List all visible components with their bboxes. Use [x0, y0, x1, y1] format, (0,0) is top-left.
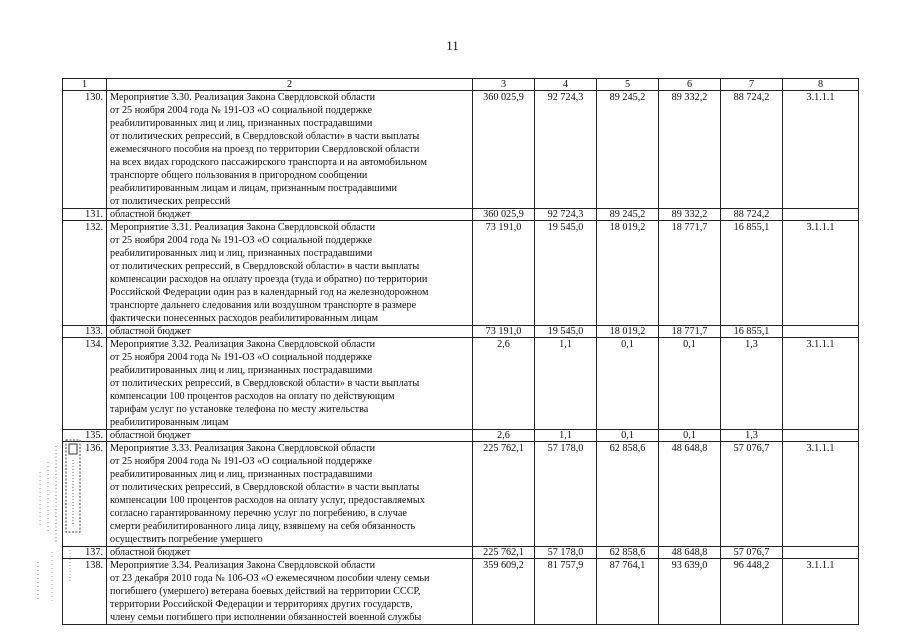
value-col7: 1,3 [721, 430, 783, 442]
description-line: Мероприятие 3.31. Реализация Закона Свердловской области [110, 222, 376, 233]
description-line: смерти реабилитированного лица лицу, взявшему на себя обязанность [110, 521, 416, 532]
value-col5: 62 858,6 [597, 442, 659, 547]
header-cell: 5 [597, 79, 659, 91]
table-row [63, 547, 859, 559]
value-col6: 0,1 [659, 338, 721, 430]
measure-description [107, 338, 473, 430]
description-line: компенсации 100 процентов расходов на оплату услуг, предоставляемых [110, 495, 425, 506]
row-number: 130. [63, 91, 107, 209]
value-col6: 93 639,0 [659, 559, 721, 625]
table-row [63, 326, 859, 338]
description-line: реабилитированных лиц и лиц, признанных пострадавшими [110, 469, 373, 480]
description-line: от 25 ноября 2004 года № 191-ОЗ «О социальной поддержке [110, 456, 372, 467]
value-col5: 18 019,2 [597, 326, 659, 338]
page-number: 11 [446, 38, 459, 53]
value-col6: 48 648,8 [659, 442, 721, 547]
side-registration-stamp [30, 432, 90, 607]
value-col7: 57 076,7 [721, 442, 783, 547]
table-row [63, 209, 859, 221]
description-line: Мероприятие 3.32. Реализация Закона Свердловской области [110, 339, 376, 350]
value-col6: 89 332,2 [659, 209, 721, 221]
description-line: транспорте дальнего следования или воздушном транспорте в размере [110, 300, 417, 311]
description-line: от 25 ноября 2004 года № 191-ОЗ «О социальной поддержке [110, 235, 372, 246]
header-cell: 7 [721, 79, 783, 91]
budget-label: областной бюджет [107, 209, 473, 221]
description-line: реабилитированных лиц и лиц, признанных пострадавшими [110, 118, 373, 129]
description-line: реабилитированным лицам [110, 417, 229, 428]
header-cell: 2 [107, 79, 473, 91]
description-line: Мероприятие 3.34. Реализация Закона Свердловской области [110, 560, 376, 571]
table-row [63, 221, 859, 326]
description-line: согласно гарантированному перечню услуг по погребению, в случае [110, 508, 407, 519]
value-col3: 359 609,2 [473, 559, 535, 625]
budget-label: областной бюджет [107, 547, 473, 559]
description-line: фактически понесенных расходов реабилитированным лицам [110, 313, 379, 324]
value-col5: 87 764,1 [597, 559, 659, 625]
value-col5: 62 858,6 [597, 547, 659, 559]
description-line: от политических репрессий, в Свердловской области» в части выплаты [110, 482, 420, 493]
target-code: 3.1.1.1 [783, 338, 859, 430]
row-number: 135. [63, 430, 107, 442]
value-col4: 92 724,3 [535, 91, 597, 209]
value-col4: 92 724,3 [535, 209, 597, 221]
value-col5: 89 245,2 [597, 91, 659, 209]
description-line: ежемесячного пособия на проезд по территории Свердловской области [110, 144, 420, 155]
description-line: компенсации расходов на оплату проезда (туда и обратно) по территории [110, 274, 428, 285]
target-code: 3.1.1.1 [783, 91, 859, 209]
program-measures-table [62, 78, 859, 625]
value-col3: 225 762,1 [473, 442, 535, 547]
value-col6: 18 771,7 [659, 221, 721, 326]
value-col3: 360 025,9 [473, 91, 535, 209]
value-col7: 16 855,1 [721, 221, 783, 326]
value-col3: 73 191,0 [473, 221, 535, 326]
value-col6: 89 332,2 [659, 91, 721, 209]
value-col3: 2,6 [473, 338, 535, 430]
value-col4: 19 545,0 [535, 221, 597, 326]
value-col5: 0,1 [597, 430, 659, 442]
value-col7: 88 724,2 [721, 91, 783, 209]
description-line: на всех видах городского пассажирского транспорта и на автомобильном [110, 157, 427, 168]
header-row [63, 79, 859, 91]
value-col7: 96 448,2 [721, 559, 783, 625]
value-col3: 73 191,0 [473, 326, 535, 338]
value-col7: 57 076,7 [721, 547, 783, 559]
target-code [783, 209, 859, 221]
description-line: от политических репрессий [110, 196, 231, 207]
measure-description [107, 559, 473, 625]
row-number: 138. [63, 559, 107, 625]
description-line: транспорте общего пользования в пригородном сообщении [110, 170, 368, 181]
row-number: 131. [63, 209, 107, 221]
target-code [783, 430, 859, 442]
row-number: 133. [63, 326, 107, 338]
description-line: компенсации 100 процентов расходов на оплату по действующим [110, 391, 395, 402]
value-col7: 1,3 [721, 338, 783, 430]
budget-label: областной бюджет [107, 430, 473, 442]
description-line: реабилитированным лицам и лицам, признанным пострадавшими [110, 183, 397, 194]
value-col5: 18 019,2 [597, 221, 659, 326]
value-col3: 2,6 [473, 430, 535, 442]
value-col6: 0,1 [659, 430, 721, 442]
description-line: тарифам услуг по установке телефона по месту жительства [110, 404, 369, 415]
value-col6: 48 648,8 [659, 547, 721, 559]
target-code: 3.1.1.1 [783, 221, 859, 326]
description-line: Мероприятие 3.33. Реализация Закона Свердловской области [110, 443, 376, 454]
value-col6: 18 771,7 [659, 326, 721, 338]
header-cell: 4 [535, 79, 597, 91]
description-line: от политических репрессий, в Свердловской области» в части выплаты [110, 261, 420, 272]
table-row [63, 91, 859, 209]
value-col7: 16 855,1 [721, 326, 783, 338]
row-number: 136. [63, 442, 107, 547]
measure-description [107, 442, 473, 547]
description-line: реабилитированных лиц и лиц, признанных пострадавшими [110, 248, 373, 259]
description-line: реабилитированных лиц и лиц, признанных пострадавшими [110, 365, 373, 376]
value-col4: 57 178,0 [535, 547, 597, 559]
description-line: погибшего (умершего) ветерана боевых действий на территории СССР, [110, 586, 421, 597]
value-col4: 57 178,0 [535, 442, 597, 547]
description-line: от 23 декабря 2010 года № 106-ОЗ «О ежемесячном пособии члену семьи [110, 573, 430, 584]
description-line: территории Российской Федерации и территориях других государств, [110, 599, 413, 610]
table-row [63, 430, 859, 442]
table-row [63, 442, 859, 547]
description-line: Мероприятие 3.30. Реализация Закона Свердловской области [110, 92, 376, 103]
budget-label: областной бюджет [107, 326, 473, 338]
value-col7: 88 724,2 [721, 209, 783, 221]
value-col5: 89 245,2 [597, 209, 659, 221]
value-col3: 360 025,9 [473, 209, 535, 221]
measure-description [107, 221, 473, 326]
table-row [63, 338, 859, 430]
description-line: от политических репрессий, в Свердловской области» в части выплаты [110, 131, 420, 142]
description-line: члену семьи погибшего при исполнении обязанностей военной службы [110, 612, 422, 623]
target-code [783, 326, 859, 338]
target-code: 3.1.1.1 [783, 442, 859, 547]
value-col3: 225 762,1 [473, 547, 535, 559]
header-cell: 8 [783, 79, 859, 91]
row-number: 137. [63, 547, 107, 559]
description-line: Российской Федерации один раз в календарный год на железнодорожном [110, 287, 429, 298]
description-line: от политических репрессий, в Свердловской области» в части выплаты [110, 378, 420, 389]
target-code: 3.1.1.1 [783, 559, 859, 625]
table-row [63, 559, 859, 625]
description-line: от 25 ноября 2004 года № 191-ОЗ «О социальной поддержке [110, 352, 372, 363]
header-cell: 1 [63, 79, 107, 91]
header-cell: 6 [659, 79, 721, 91]
row-number: 132. [63, 221, 107, 326]
target-code [783, 547, 859, 559]
value-col4: 19 545,0 [535, 326, 597, 338]
measure-description [107, 91, 473, 209]
value-col4: 1,1 [535, 338, 597, 430]
stamp-marks-icon [30, 432, 90, 607]
value-col5: 0,1 [597, 338, 659, 430]
header-cell: 3 [473, 79, 535, 91]
description-line: осуществить погребение умершего [110, 534, 263, 545]
value-col4: 1,1 [535, 430, 597, 442]
description-line: от 25 ноября 2004 года № 191-ОЗ «О социальной поддержке [110, 105, 372, 116]
row-number: 134. [63, 338, 107, 430]
value-col4: 81 757,9 [535, 559, 597, 625]
